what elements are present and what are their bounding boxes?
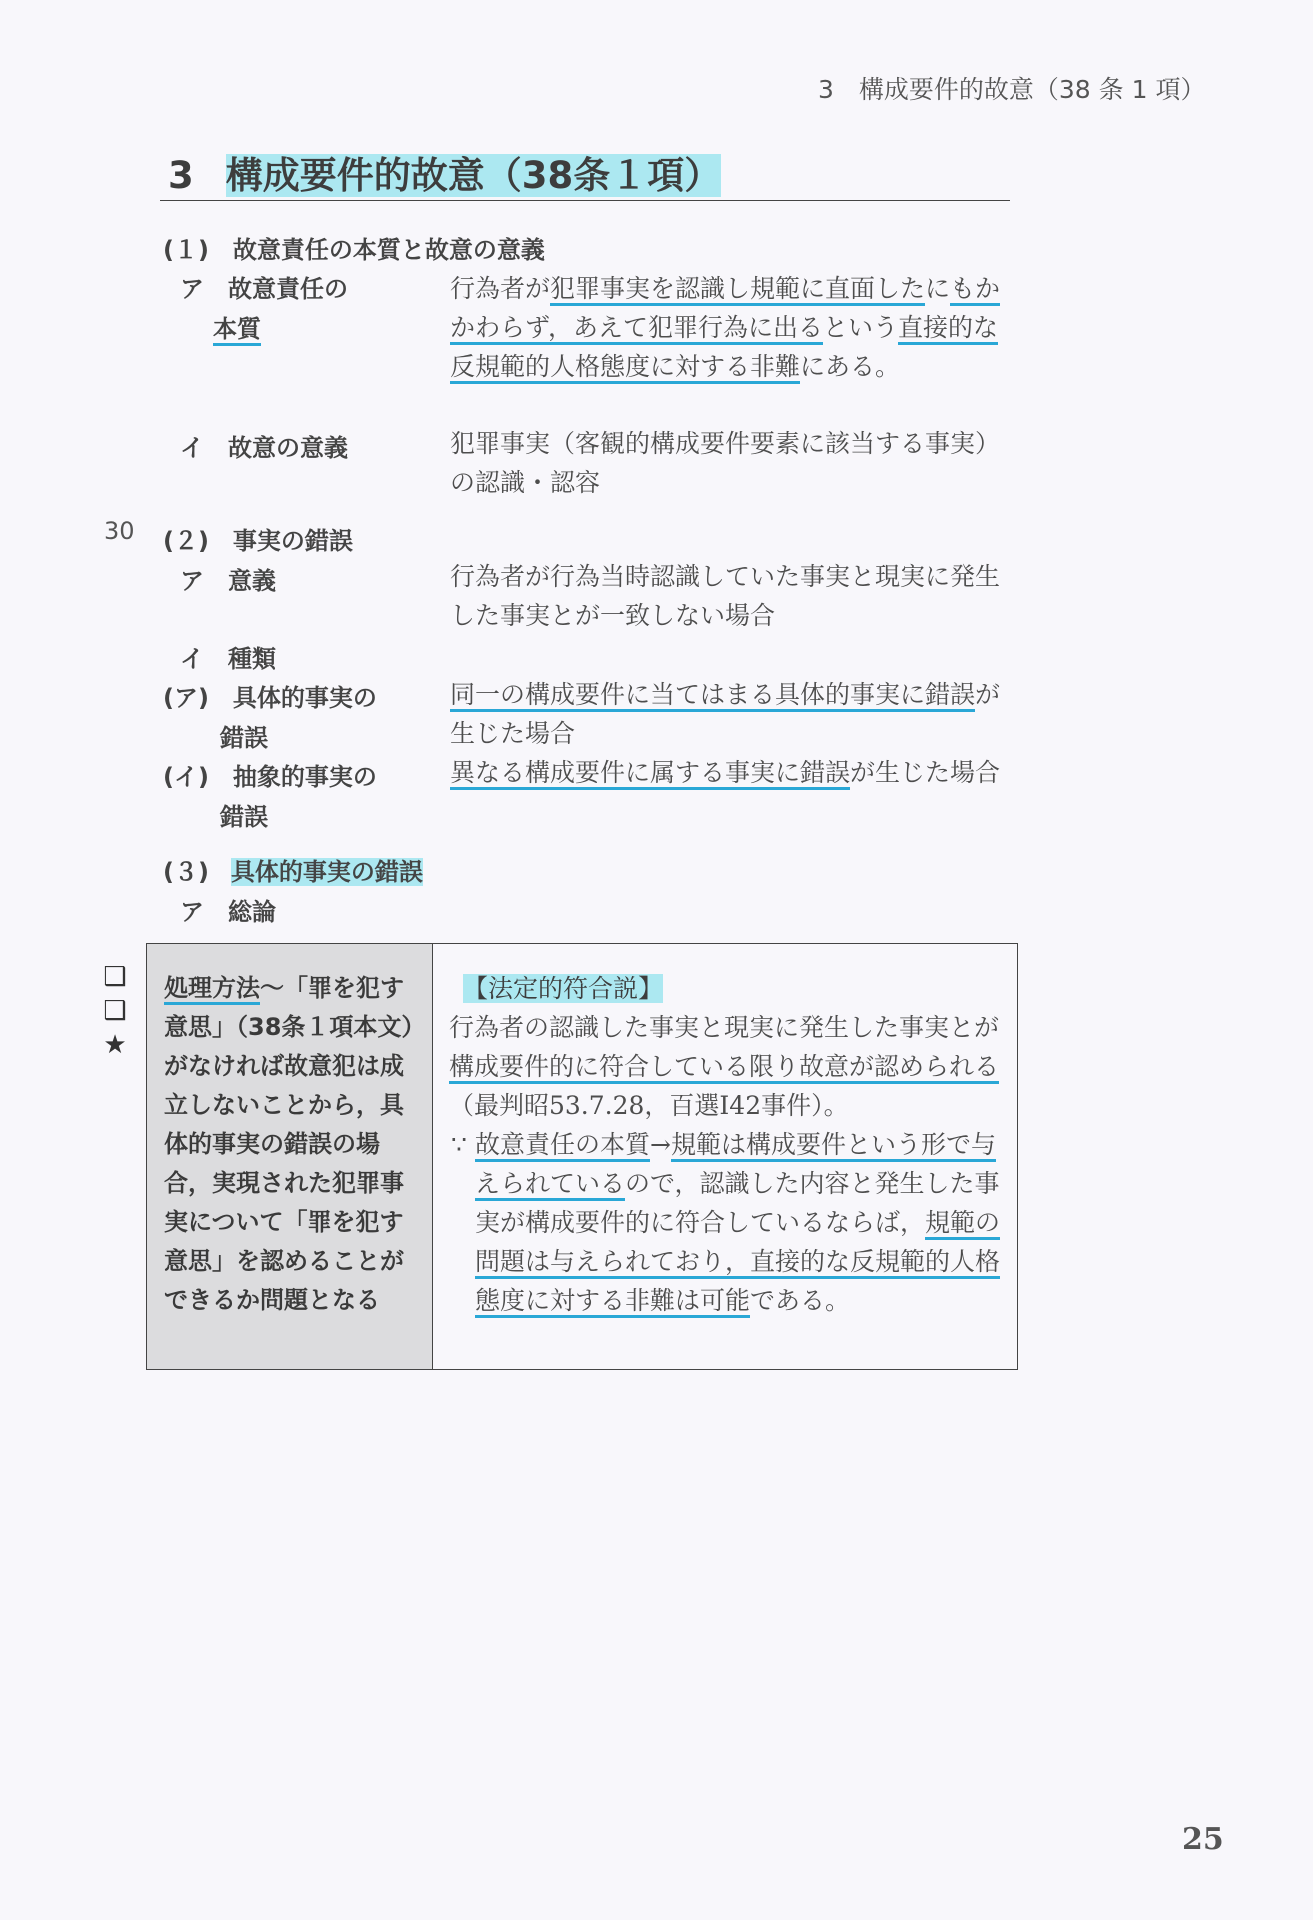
item-2p2-label-1: (イ) 抽象的事実の [163, 763, 377, 791]
section-title-text: 構成要件的故意（38条１項） [225, 154, 722, 197]
star-icon: ★ [103, 1030, 127, 1060]
item-2p1-text: 同一の構成要件に当てはまる具体的事実に錯誤が生じた場合 [450, 680, 1001, 748]
section-number: 3 [168, 154, 194, 197]
theory-cell [433, 944, 1017, 1369]
page-number: 25 [1182, 1822, 1224, 1857]
subsection-1-heading: (１) 故意責任の本質と故意の意義 [163, 236, 545, 264]
subsection-3-heading: (３) 具体的事実の錯誤 [163, 858, 423, 886]
line-number: 30 [104, 517, 135, 545]
theory-body: 行為者の認識した事実と現実に発生した事実とが構成要件的に符合している限り故意が認められる（最判昭53.7.28，百選Ⅰ42事件）。 [449, 1013, 1000, 1120]
item-i-text: 犯罪事実（客観的構成要件要素に該当する事実）の認識・認容 [450, 429, 1001, 497]
section-title [168, 145, 721, 199]
item-a-label-2: 本質 [213, 309, 261, 344]
theory-heading: 【法定的符合説】 [463, 974, 664, 1003]
issue-cell [147, 944, 433, 1369]
item-3a-label: ア 総論 [180, 898, 276, 926]
item-a-label-1: ア 故意責任の [180, 275, 348, 303]
checkbox-icon: ❑ [103, 962, 127, 992]
item-2i-label: イ 種類 [180, 645, 276, 673]
issue-table [146, 943, 1018, 1370]
item-i-label: イ 故意の意義 [180, 434, 348, 462]
item-a-text: 行為者が犯罪事実を認識し規範に直面したにもかかわらず，あえて犯罪行為に出るという直接的な反規範的人格態度に対する非難にある。 [450, 269, 1010, 386]
item-2p2-label-2: 錯誤 [220, 803, 268, 831]
running-head: 3 構成要件的故意（38 条 1 項） [818, 75, 1206, 104]
check-marks [102, 960, 128, 1062]
issue-text: 処理方法～「罪を犯す意思」（38条１項本文）がなければ故意犯は成立しないことから，具体的事実の錯誤の場合，実現された犯罪事実について「罪を犯す意思」を認めることができるか問題となる [164, 974, 414, 1314]
item-2a-text: 行為者が行為当時認識していた事実と現実に発生した事実とが一致しない場合 [450, 562, 1001, 630]
subsection-2-heading: (２) 事実の錯誤 [163, 527, 353, 555]
checkbox-icon: ❑ [103, 996, 127, 1026]
item-2p1-label-1: (ア) 具体的事実の [163, 684, 377, 712]
section-rule [160, 200, 1010, 201]
item-2p2-text: 異なる構成要件に属する事実に錯誤が生じた場合 [450, 753, 1010, 792]
item-2a-label: ア 意義 [180, 567, 276, 595]
item-2p1-label-2: 錯誤 [220, 724, 268, 752]
theory-reason: ∵ 故意責任の本質→規範は構成要件という形で与えられているので，認識した内容と発生した事実が構成要件的に符合しているならば，規範の問題は与えられており，直接的な反規範的人格態度に対する非難は可能である。 [475, 1125, 1005, 1320]
